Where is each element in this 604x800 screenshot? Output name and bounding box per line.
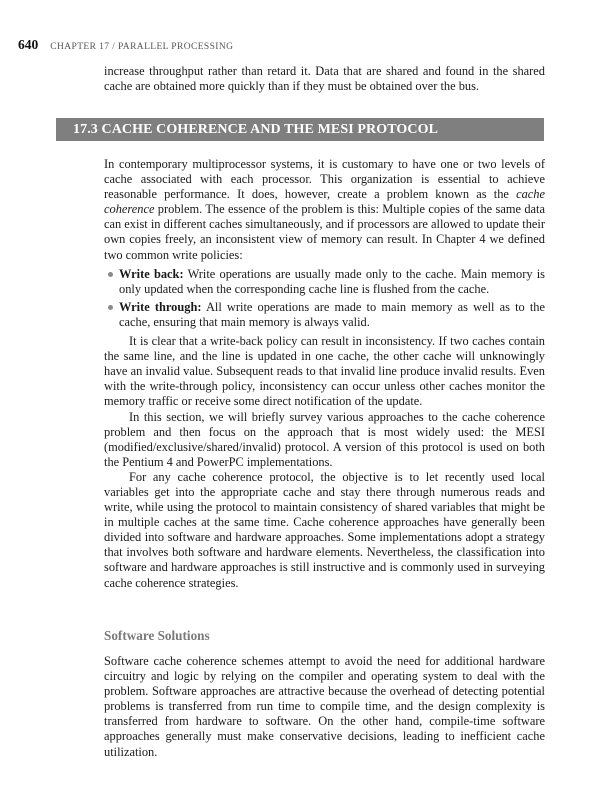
- write-policy-list: [104, 267, 545, 330]
- paragraph-text: problem. The essence of the problem is this: Multiple copies of the same data can exist in different caches simultaneously, and if processors are allowed to update their own copies freely, an inconsistent view of memory can result. In Chapter 4 we defined two common write policies:: [104, 202, 545, 262]
- list-item-term: Write through:: [119, 299, 202, 314]
- list-item-text: All write operations are made to main memory as well as to the cache, ensuring that main memory is always valid.: [119, 299, 545, 329]
- bullet-icon: [108, 272, 113, 277]
- section-body: [104, 157, 545, 591]
- page-header: [18, 36, 233, 54]
- list-item-term: Write back:: [119, 266, 184, 281]
- paragraph-cache-coherence-intro: [104, 157, 545, 263]
- intro-paragraph: increase throughput rather than retard it. Data that are shared and found in the shared cache are obtained more quickly than if they must be obtained over the bus.: [104, 64, 545, 94]
- subsection-title: Software Solutions: [104, 628, 210, 643]
- paragraph-software-solutions: Software cache coherence schemes attempt to avoid the need for additional hardware circuitry and logic by relying on the compiler and operating system to deal with the problem. Software approaches are attractive because the overhead of detecting potential problems is transferred from run time to compile time, and the design complexity is transferred from hardware to software. On the other hand, compile-time software approaches generally must make conservative decisions, leading to inefficient cache utilization.: [104, 654, 545, 759]
- running-head: CHAPTER 17 / PARALLEL PROCESSING: [50, 42, 234, 52]
- paragraph-inconsistency: It is clear that a write-back policy can result in inconsistency. If two caches contain the same line, and the line is updated in one cache, the other cache will unknowingly have an invalid value. Subsequent reads to that invalid line produce invalid results. Even with the write-through policy, inconsistency can occur unless other caches monitor the memory traffic or receive some direct notification of the update.: [104, 334, 545, 409]
- section-title: 17.3 CACHE COHERENCE AND THE MESI PROTOCOL: [73, 122, 439, 137]
- emphasis-term: cache coherence: [104, 187, 545, 217]
- bullet-icon: [108, 305, 113, 310]
- list-item-write-through: [104, 300, 545, 330]
- paragraph-mesi-overview: In this section, we will briefly survey various approaches to the cache coherence problem and then focus on the approach that is most widely used: the MESI (modified/exclusive/shared/invalid) protocol. A version of this protocol is used on both the Pentium 4 and PowerPC implementations.: [104, 409, 545, 469]
- list-item-text: Write operations are usually made only to the cache. Main memory is only updated when the corresponding cache line is flushed from the cache.: [119, 266, 546, 296]
- paragraph-coherence-approaches: For any cache coherence protocol, the objective is to let recently used local variables get into the appropriate cache and stay there through numerous reads and write, while using the protocol to maintain consistency of shared variables that might be in multiple caches at the same time. Cache coherence approaches have generally been divided into software and hardware approaches. Some implementations adopt a strategy that involves both software and hardware elements. Nevertheless, the classification into software and hardware approaches is still instructive and is commonly used in surveying cache coherence strategies.: [104, 469, 545, 590]
- page-number: 640: [18, 37, 39, 52]
- section-heading-bar: [56, 118, 544, 141]
- list-item-write-back: [104, 267, 545, 297]
- paragraph-text: In contemporary multiprocessor systems, it is customary to have one or two levels of cache associated with each processor. This organization is essential to achieve reasonable performance. It does, however, create a problem known as the: [104, 157, 545, 202]
- subsection-body: [104, 654, 545, 760]
- intro-text-block: [104, 64, 545, 94]
